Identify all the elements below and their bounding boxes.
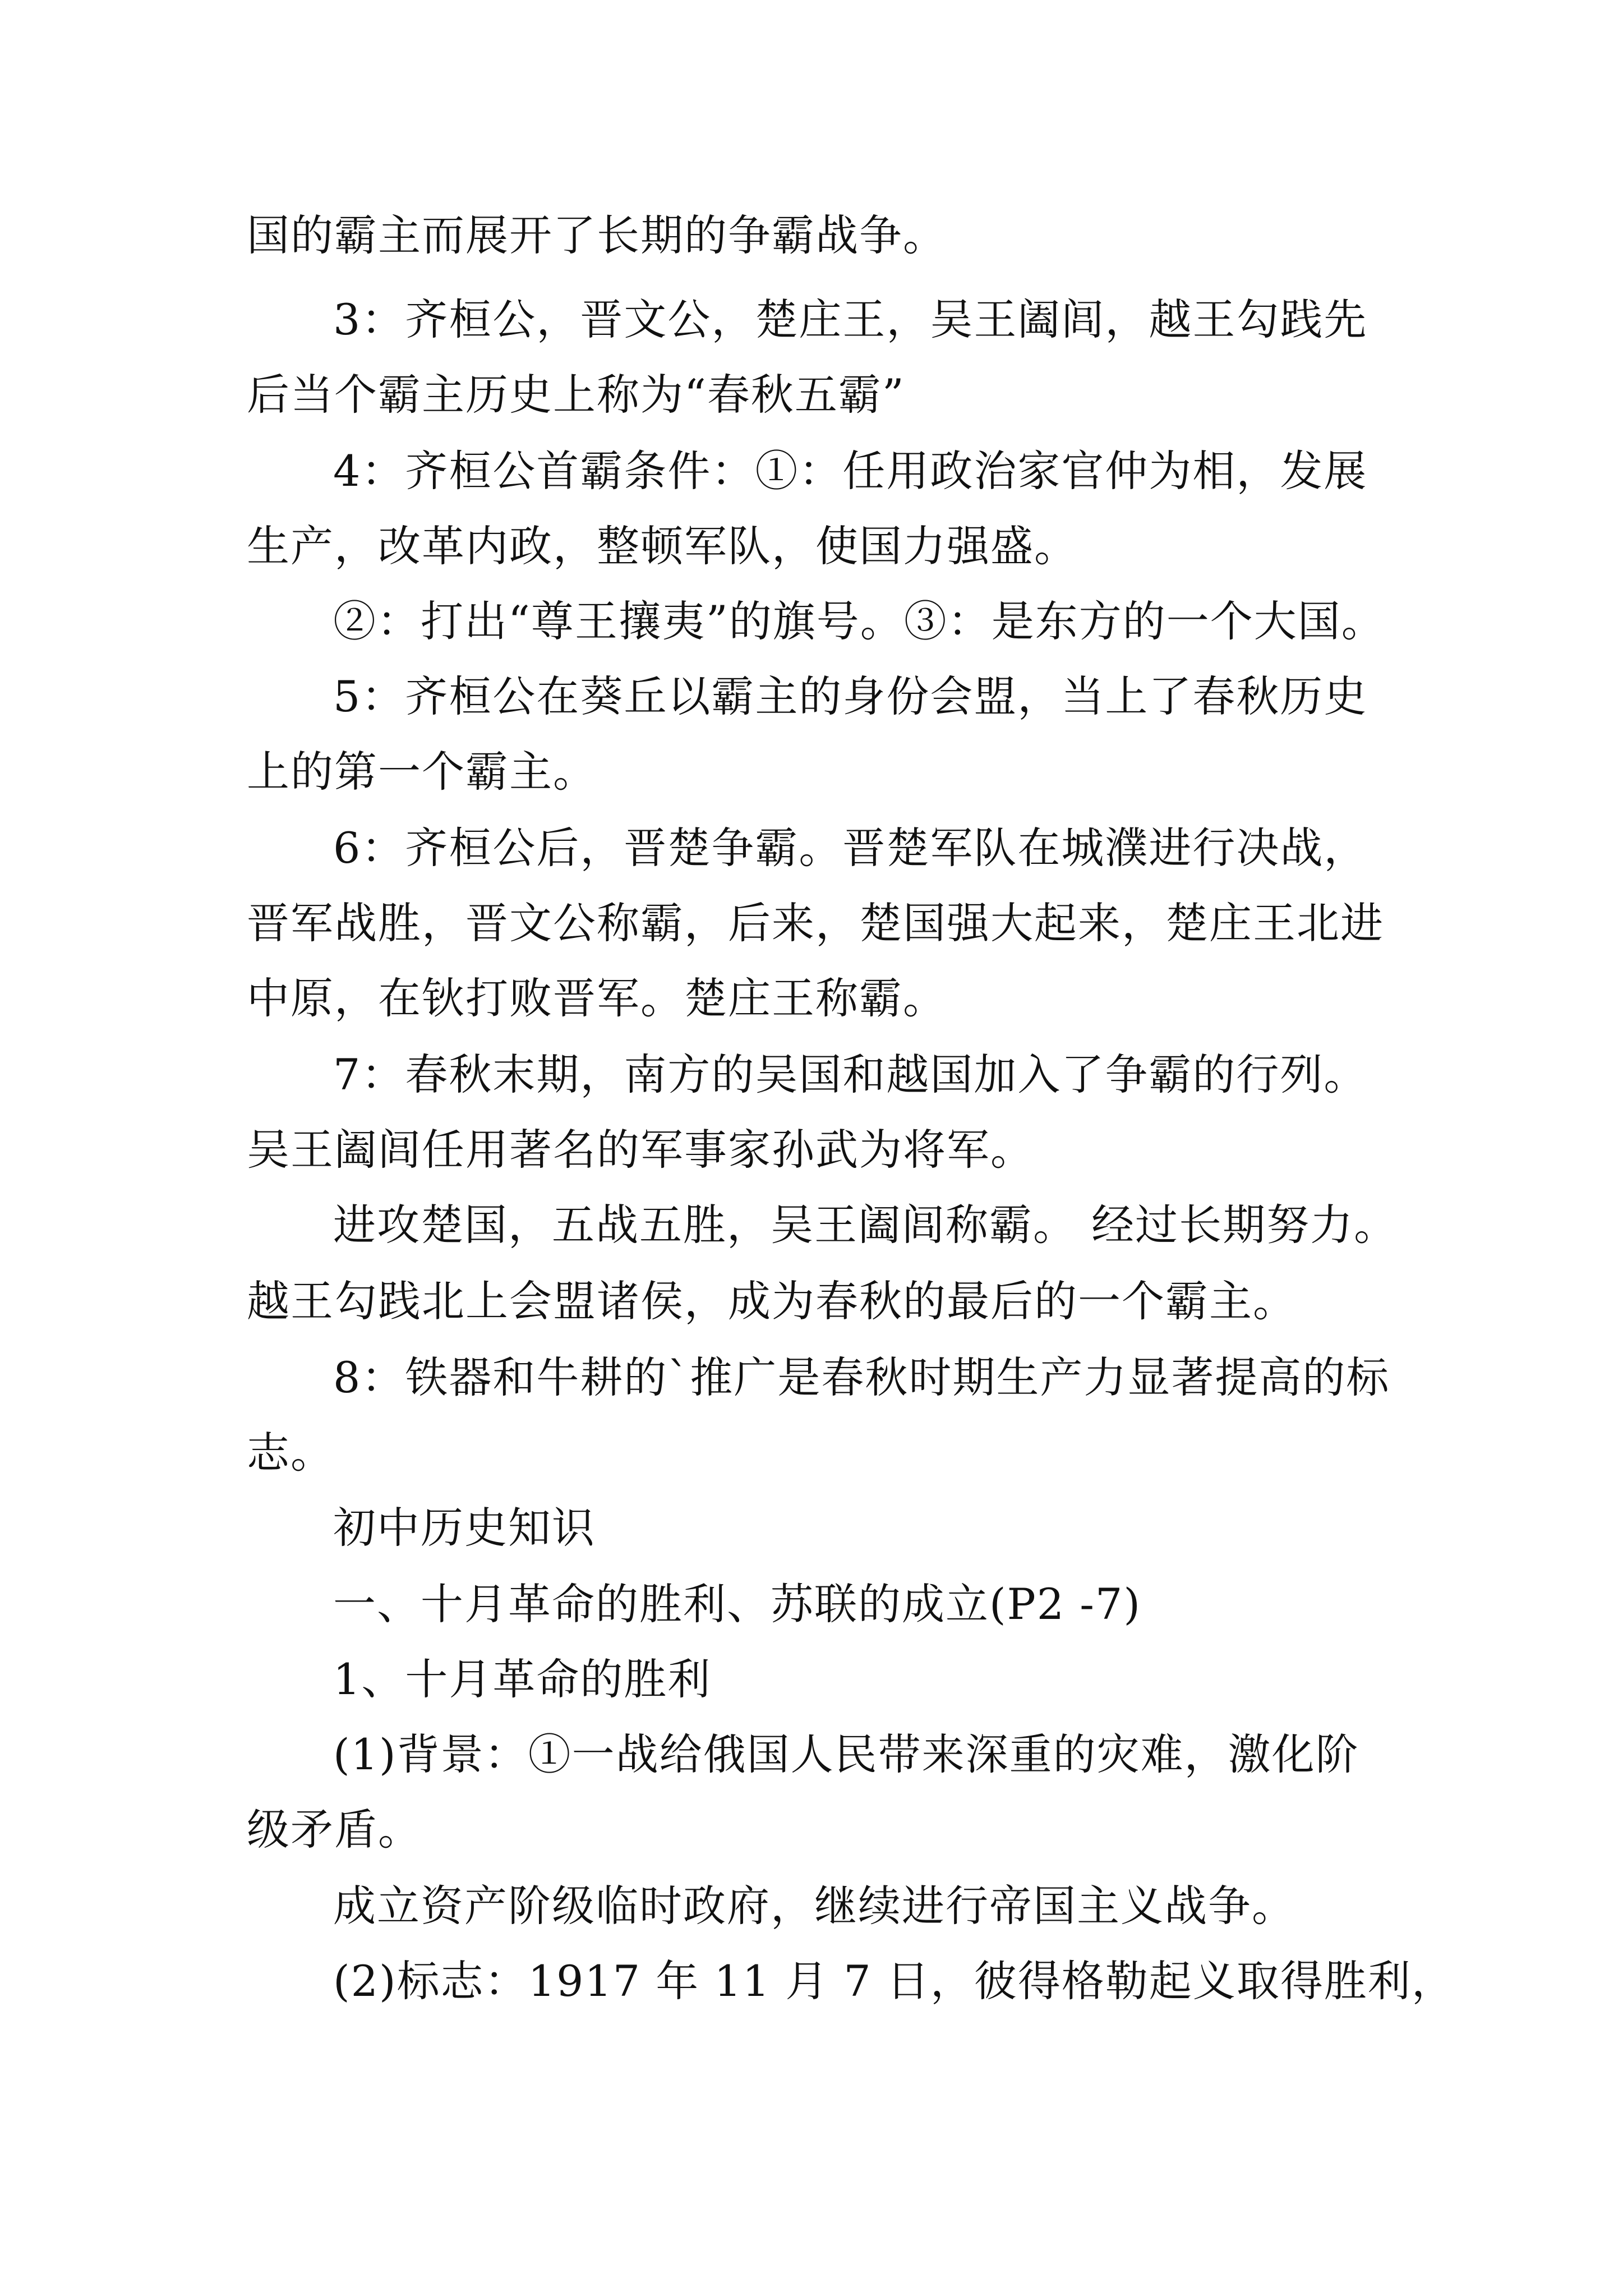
text-line: (1)背景：①一战给俄国人民带来深重的灾难，激化阶: [333, 1729, 1359, 1779]
text-line: 8：铁器和牛耕的`推广是春秋时期生产力显著提高的标: [333, 1352, 1390, 1402]
text-line: 6：齐桓公后，晋楚争霸。晋楚军队在城濮进行决战，: [333, 823, 1368, 873]
text-line: 7：春秋末期，南方的吴国和越国加入了争霸的行列。: [333, 1050, 1368, 1099]
text-line: 成立资产阶级临时政府，继续进行帝国主义战争。: [333, 1881, 1295, 1931]
text-line: 级矛盾。: [247, 1805, 422, 1855]
text-line: 志。: [247, 1428, 334, 1478]
text-line: 生产，改革内政，整顿军队，使国力强盛。: [247, 521, 1078, 571]
text-line: 越王勾践北上会盟诸侯，成为春秋的最后的一个霸主。: [247, 1276, 1297, 1326]
text-line: 中原，在钬打败晋军。楚庄王称霸。: [247, 973, 947, 1023]
text-line: ②：打出“尊王攘夷”的旗号。③：是东方的一个大国。: [333, 596, 1385, 646]
text-line: 进攻楚国，五战五胜，吴王阖闾称霸。 经过长期努力。: [333, 1200, 1398, 1250]
section-heading: 一、十月革命的胜利、苏联的成立(P2 -7): [333, 1579, 1141, 1629]
text-line: 上的第一个霸主。: [247, 747, 597, 797]
text-line: (2)标志：1917 年 11 月 7 日，彼得格勒起义取得胜利，: [333, 1956, 1455, 2006]
subsection-heading: 1、十月革命的胜利: [333, 1654, 712, 1704]
text-line: 晋军战胜，晋文公称霸，后来，楚国强大起来，楚庄王北进: [247, 898, 1384, 948]
text-line: 3：齐桓公，晋文公，楚庄王，吴王阖闾，越王勾践先: [333, 295, 1368, 344]
text-line: 国的霸主而展开了长期的争霸战争。: [247, 210, 947, 260]
text-line: 5：齐桓公在葵丘以霸主的身份会盟，当上了春秋历史: [333, 671, 1368, 721]
text-line: 4：齐桓公首霸条件：①：任用政治家官仲为相，发展: [333, 446, 1368, 496]
section-heading: 初中历史知识: [333, 1503, 596, 1553]
text-line: 吴王阖闾任用著名的军事家孙武为将军。: [247, 1125, 1034, 1175]
text-line: 后当个霸主历史上称为“春秋五霸”: [247, 370, 905, 420]
